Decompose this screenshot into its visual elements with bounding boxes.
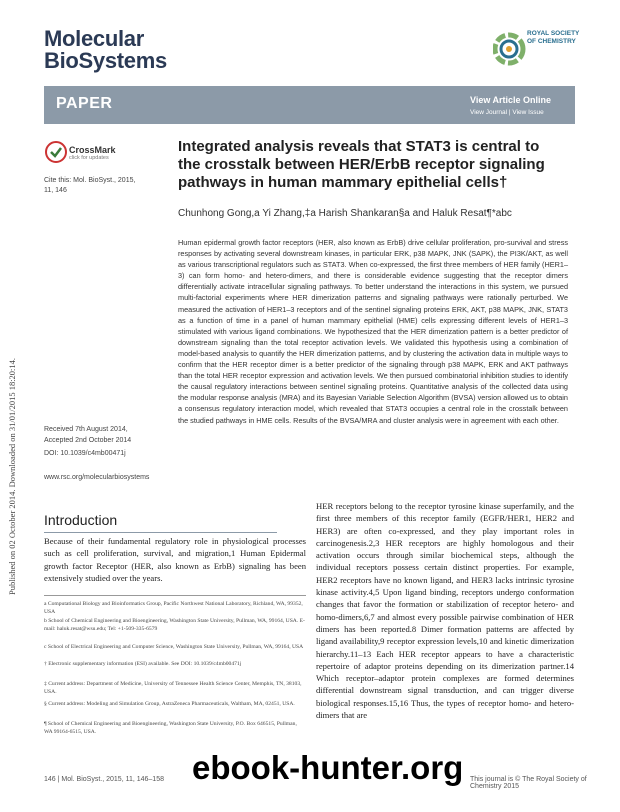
section-divider — [44, 532, 277, 533]
accepted-date: Accepted 2nd October 2014 — [44, 436, 132, 444]
watermark: ebook-hunter.org — [192, 749, 464, 786]
journal-url[interactable]: www.rsc.org/molecularbiosystems — [44, 474, 150, 481]
crossmark-label[interactable]: CrossMark — [69, 145, 116, 155]
footnote-b: b School of Chemical Engineering and Bioengineering, Washington State University, Pullman, WA, 99164, USA. E-mail: haluk.resat@wsu.edu; Tel: +1-509-335-6579 — [44, 618, 305, 633]
received-date: Received 7th August 2014, — [44, 426, 128, 433]
body-right-column: HER receptors belong to the receptor tyrosine kinase superfamily, and the first three members of this receptor family (EGFR/HER1, HER2 and HER3) are often co-expressed, and they play important roles in carcinogenesis.2,3 HER receptors are highly homologous and their activation occurs through similar biochemical steps, although the individual receptors possess certain distinct properties. For example, HER2 receptors have no known ligand, and HER3 lacks intrinsic tyrosine kinase activity.4,5 Upon ligand binding, receptors undergo conformation changes that favor the formation or stabilization of receptor hetero- and homo-dimers,6,7 and almost every possible pairwise combination of HER dimers has been reported.8 Dimer formation patterns are affected by ligand availability,9 receptor expression levels,10 and kinetic dimerization hierarchy.11–13 Each HER receptor appears to have a characteristic repertoire of adaptor proteins depending on its dimerization partner.14 Which receptor–adaptor protein complexes are formed determines differential downstream signal transduction, and can trigger diverse biological responses.15,16 Thus, the types of receptor homo- and hetero-dimers that are — [316, 501, 574, 721]
footnote-esi: † Electronic supplementary information (ESI) available. See DOI: 10.1039/c4mb00471j — [44, 661, 242, 667]
journal-logo — [44, 28, 167, 72]
section-heading-introduction: Introduction — [44, 512, 118, 528]
citation — [44, 176, 135, 196]
abstract: Human epidermal growth factor receptors (HER, also known as ErbB) drive cellular proliferation, pro-survival and stress responses by activating several downstream kinases, in particular ERK, p38 MAPK, JNK (SAPK), the PI3K/AKT, as well as various transcriptional regulators such as STAT3. When co-expressed, the first three members of HER family (HER1–3) can form homo- and hetero-dimers, and there is considerable evidence suggesting that the receptor dimers differentially activate intracellular signaling pathways. To better understand the interactions in this system, we pursued multi-factorial experiments where HER dimerization patterns and signaling pathways were rationally perturbed. We measured the activation of HER1–3 receptors and of the sentinel signaling proteins ERK, AKT, p38 MAPK, JNK, STAT3 as a function of time in a panel of human mammary epithelial (HME) cells expressing different levels of HER1–3 stimulated with various ligand combinations. We hypothesized that the HER dimerization pattern is a better predictor of downstream signaling than the total receptor activation levels. We validated this hypothesis using a combination of model-based analysis to quantify the HER dimerization patterns, and by clustering the activation data in multiple ways to confirm that the HER receptor dimer is a better predictor of the signaling through p38 MAPK, ERK and AKT pathways than the total HER receptor expression and activation levels. We then pursued combinatorial inhibition studies to identify the causal regulatory interactions between sentinel signaling proteins. Quantitative analysis of the collected data using the modular response analysis (MRA) and its Bayesian Variable Selection Algorithm (BVSA) version allowed us to obtain a consensus regulatory interaction model, which revealed that STAT3 occupies a central role in the crosstalk between the studied pathways in HME cells. Results of the BVSA/MRA and cluster analysis were in agreement with each other. — [178, 238, 568, 425]
article-title: Integrated analysis reveals that STAT3 is central to the crosstalk between HER/ErbB receptor signaling pathways in human mammary epithelial cells† — [178, 138, 545, 191]
author-list: Chunhong Gong,a Yi Zhang,‡a Harish Shankaran§a and Haluk Resat¶*abc — [178, 208, 512, 219]
page-footer-right: This journal is © The Royal Society of Chemistry 2015 — [470, 776, 587, 790]
cite-line1: Cite this: Mol. BioSyst., 2015, — [44, 177, 136, 184]
footnote-current-address-1: ‡ Current address: Department of Medicine, University of Tennessee Health Science Center, Memphis, TN, 38103, USA. — [44, 681, 302, 696]
cite-line2: 11, 146 — [44, 187, 67, 194]
download-stamp: Published on 02 October 2014. Downloaded on 31/01/2015 18:20:14. — [7, 357, 17, 595]
intro-paragraph: Because of their fundamental regulatory role in physiological processes such as cell proliferation, survival, and migration,1 Human Epidermal growth factor Receptor (HER, also known as ErbB) signaling has been extensively studied over the years. — [44, 536, 306, 583]
footnote-c: c School of Electrical Engineering and Computer Science, Washington State University, Pullman, WA, 99164, USA — [44, 644, 304, 650]
article-type-label: PAPER — [56, 95, 113, 112]
footnote-current-address-2: § Current address: Modeling and Simulation Group, AstraZeneca Pharmaceuticals, Waltham, MA, 02451, USA. — [44, 701, 295, 707]
journal-name-line2: BioSystems — [44, 48, 167, 73]
crossmark-sub: click for updates — [69, 155, 109, 161]
received-dates — [44, 425, 131, 446]
publisher-line1: ROYAL SOCIETY — [527, 30, 580, 37]
article-type-banner — [44, 86, 575, 124]
footnote-school: ¶ School of Chemical Engineering and Bioengineering, Washington State University, P.O. Box 646515, Pullman, WA 99164-6515, USA. — [44, 721, 297, 736]
journal-name-line1: Molecular — [44, 26, 144, 51]
page-footer-left: 146 | Mol. BioSyst., 2015, 11, 146–158 — [44, 776, 164, 783]
publisher-line2: OF CHEMISTRY — [527, 37, 576, 45]
footnote-divider — [44, 595, 306, 596]
doi[interactable]: DOI: 10.1039/c4mb00471j — [44, 450, 126, 457]
publisher-name — [527, 30, 579, 45]
view-journal-issue-links[interactable]: View Journal | View Issue — [470, 109, 544, 116]
view-article-online-link[interactable]: View Article Online — [470, 95, 552, 105]
footnote-a: a Computational Biology and Bioinformatics Group, Pacific Northwest National Laboratory, Richland, WA, 99352, USA — [44, 601, 303, 616]
